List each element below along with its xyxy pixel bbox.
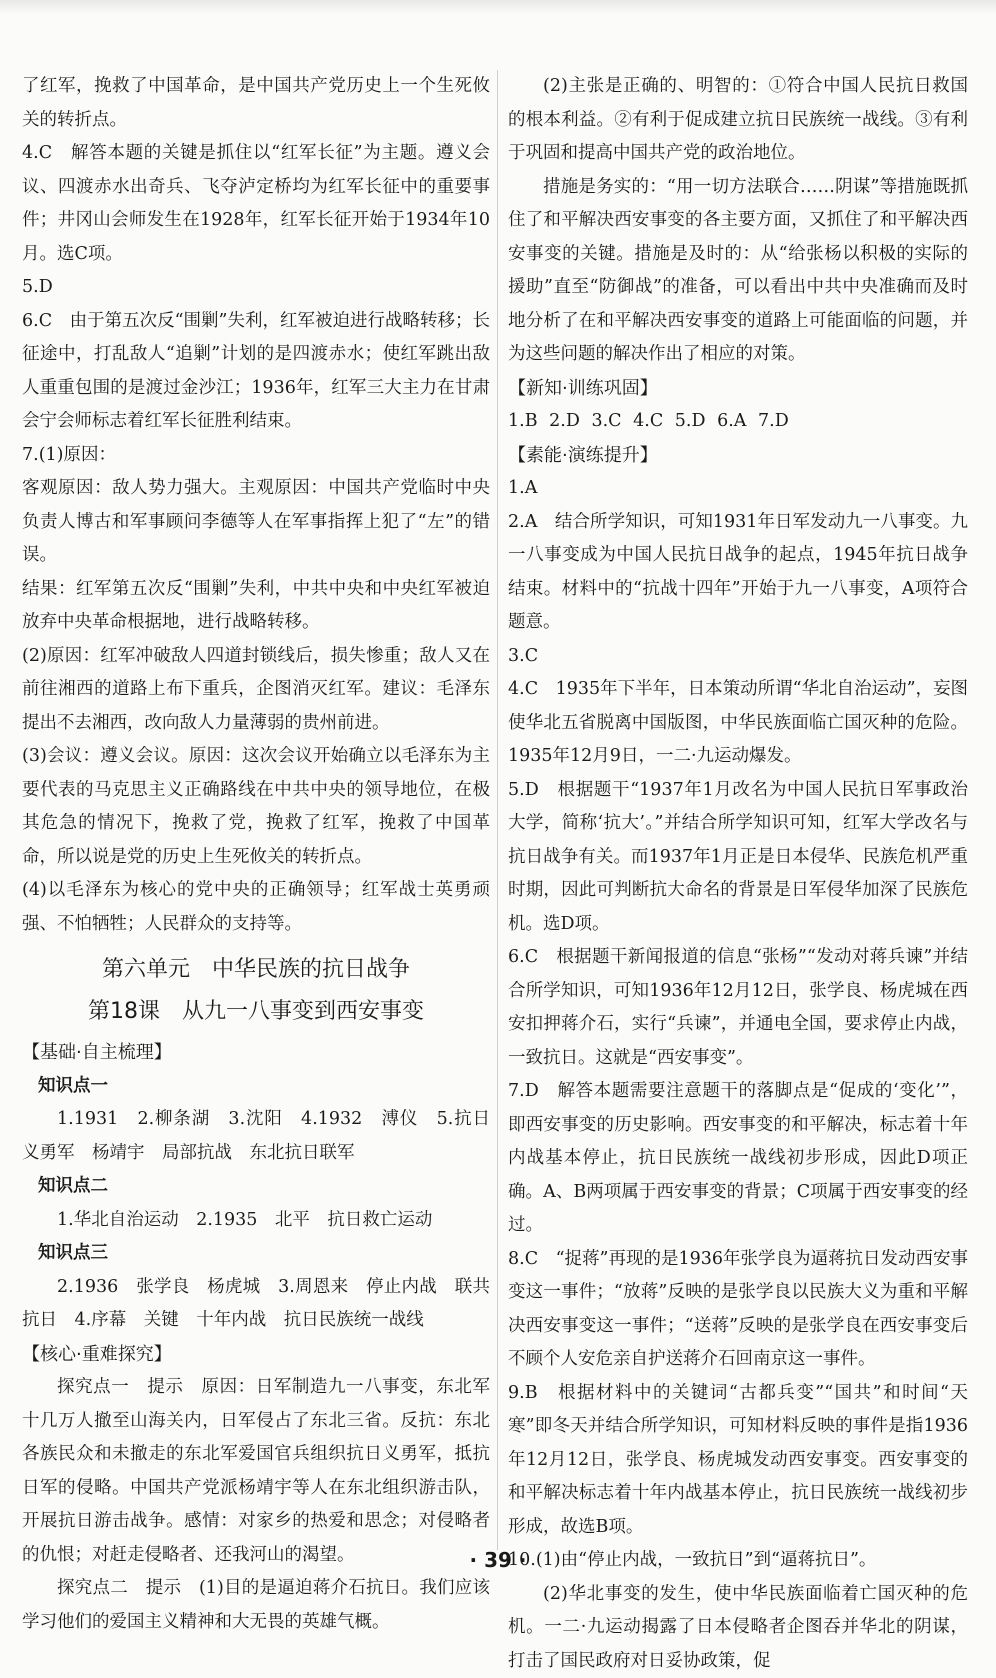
answer-item: 措施是务实的：“用一切方法联合……阴谋”等措施既抓住了和平解决西安事变的各主要方面，又抓住了和平解决西安事变的关键。措施是及时的：从“给张杨以积极的实际的援助”直至“防御战”的准备，可以看出中共中央准确而及时地分析了在和平解决西安事变的道路上可能面临的问题，并为这些问题的解决作出了相应的对策。 [508,171,968,372]
answer-item: (2)华北事变的发生，使中华民族面临着亡国灭种的危机。一二·九运动揭露了日本侵略者企图吞并华北的阴谋，打击了国民政府对日妥协政策，促 [508,1578,968,1678]
answer-item: 8.C “捉蒋”再现的是1936年张学良为逼蒋抗日发动西安事变这一事件；“放蒋”反映的是张学良以民族大义为重和平解决西安事变这一事件；“送蒋”反映的是张学良在西安事变后不顾个人安危亲自护送蒋介石回南京这一事件。 [508,1243,968,1377]
answer-item: 了红军，挽救了中国革命，是中国共产党历史上一个生死攸关的转折点。 [22,70,490,137]
answer-item: 结果：红军第五次反“围剿”失利，中共中央和中央红军被迫放弃中央革命根据地，进行战略转移。 [22,573,490,640]
answer-item: 6.C 根据题干新闻报道的信息“张杨”“发动对蒋兵谏”并结合所学知识，可知1936年12月12日，张学良、杨虎城在西安扣押蒋介石，实行“兵谏”，并通电全国，要求停止内战，一致抗日。这就是“西安事变”。 [508,941,968,1075]
knowledge-point-text: 1.1931 2.柳条湖 3.沈阳 4.1932 溥仪 5.抗日义勇军 杨靖宇 局部抗战 东北抗日联军 [22,1103,490,1170]
section-heading: 【素能·演练提升】 [508,439,968,473]
answer-item: 5.D [22,271,490,305]
answer-item: (2)原因：红军冲破敌人四道封锁线后，损失惨重；敌人又在前往湘西的道路上布下重兵，企图消灭红军。建议：毛泽东提出不去湘西，改向敌人力量薄弱的贵州前进。 [22,640,490,741]
section-heading: 【新知·训练巩固】 [508,372,968,406]
answer-item: 1.A [508,472,968,506]
unit-title: 第六单元 中华民族的抗日战争 [22,953,490,987]
answer-item: 3.C [508,640,968,674]
quick-answer: 3.C [591,411,621,431]
section-heading: 【基础·自主梳理】 [22,1036,490,1070]
left-column [22,70,490,1639]
column-divider [497,70,498,1550]
quick-answer: 7.D [758,411,789,431]
explore-point: 探究点二 提示 (1)目的是逼迫蒋介石抗日。我们应该学习他们的爱国主义精神和大无畏的英雄气概。 [22,1572,490,1639]
answer-item: (3)会议：遵义会议。原因：这次会议开始确立以毛泽东为主要代表的马克思主义正确路线在中共中央的领导地位，在极其危急的情况下，挽救了党，挽救了红军，挽救了中国革命，所以说是党的历史上生死攸关的转折点。 [22,740,490,874]
page-number: · 39 · [0,1548,996,1572]
answer-item: 9.B 根据材料中的关键词“古都兵变”“国共”和时间“天寒”即冬天并结合所学知识，可知材料反映的事件是指1936年12月12日，张学良、杨虎城发动西安事变。西安事变的和平解决标志着十年内战基本停止，抗日民族统一战线初步形成，故选B项。 [508,1377,968,1545]
quick-answer: 6.A [717,411,746,431]
quick-answers-row [508,405,968,439]
quick-answer: 1.B [508,411,538,431]
answer-item: 10.(1)由“停止内战，一致抗日”到“逼蒋抗日”。 [508,1544,968,1578]
answer-item: 2.A 结合所学知识，可知1931年日军发动九一八事变。九一八事变成为中国人民抗日战争的起点，1945年抗日战争结束。材料中的“抗战十四年”开始于九一八事变，A项符合题意。 [508,506,968,640]
knowledge-point-title: 知识点三 [22,1237,490,1271]
knowledge-point-text: 2.1936 张学良 杨虎城 3.周恩来 停止内战 联共抗日 4.序幕 关键 十年内战 抗日民族统一战线 [22,1271,490,1338]
answer-item: 5.D 根据题干“1937年1月改名为中国人民抗日军事政治大学，简称‘抗大’。”并结合所学知识可知，红军大学改名与抗日战争有关。而1937年1月正是日本侵华、民族危机严重时期，因此可判断抗大命名的背景是日军侵华加深了民族危机。选D项。 [508,774,968,942]
answer-item: 客观原因：敌人势力强大。主观原因：中国共产党临时中央负责人博古和军事顾问李德等人在军事指挥上犯了“左”的错误。 [22,472,490,573]
answer-item: (4)以毛泽东为核心的党中央的正确领导；红军战士英勇顽强、不怕牺牲；人民群众的支持等。 [22,874,490,941]
answer-item: 7.(1)原因： [22,439,490,473]
scan-top-edge [0,0,996,14]
quick-answer: 2.D [549,411,580,431]
knowledge-point-text: 1.华北自治运动 2.1935 北平 抗日救亡运动 [22,1204,490,1238]
answer-item: (2)主张是正确的、明智的：①符合中国人民抗日救国的根本利益。②有利于促成建立抗日民族统一战线。③有利于巩固和提高中国共产党的政治地位。 [508,70,968,171]
answer-item: 4.C 1935年下半年，日本策动所谓“华北自治运动”，妄图使华北五省脱离中国版图，中华民族面临亡国灭种的危险。1935年12月9日，一二·九运动爆发。 [508,673,968,774]
lesson-title: 第18课 从九一八事变到西安事变 [22,995,490,1029]
explore-point: 探究点一 提示 原因：日军制造九一八事变，东北军十几万人撤至山海关内，日军侵占了东北三省。反抗：东北各族民众和未撤走的东北军爱国官兵组织抗日义勇军，抵抗日军的侵略。中国共产党派杨靖宇等人在东北组织游击队，开展抗日游击战争。感情：对家乡的热爱和思念；对侵略者的仇恨；对赶走侵略者、还我河山的渴望。 [22,1371,490,1572]
quick-answer: 5.D [675,411,706,431]
section-heading: 【核心·重难探究】 [22,1338,490,1372]
right-column [508,70,968,1678]
answer-item: 6.C 由于第五次反“围剿”失利，红军被迫进行战略转移；长征途中，打乱敌人“追剿”计划的是四渡赤水；使红军跳出敌人重重包围的是渡过金沙江；1936年，红军三大主力在甘肃会宁会师标志着红军长征胜利结束。 [22,305,490,439]
knowledge-point-title: 知识点二 [22,1170,490,1204]
answer-item: 7.D 解答本题需要注意题干的落脚点是“促成的‘变化’”，即西安事变的历史影响。西安事变的和平解决，标志着十年内战基本停止，抗日民族统一战线初步形成，因此D项正确。A、B两项属于西安事变的背景；C项属于西安事变的经过。 [508,1075,968,1243]
knowledge-point-title: 知识点一 [22,1070,490,1104]
quick-answer: 4.C [633,411,663,431]
answer-item: 4.C 解答本题的关键是抓住以“红军长征”为主题。遵义会议、四渡赤水出奇兵、飞夺泸定桥均为红军长征中的重要事件；井冈山会师发生在1928年，红军长征开始于1934年10月。选C项。 [22,137,490,271]
